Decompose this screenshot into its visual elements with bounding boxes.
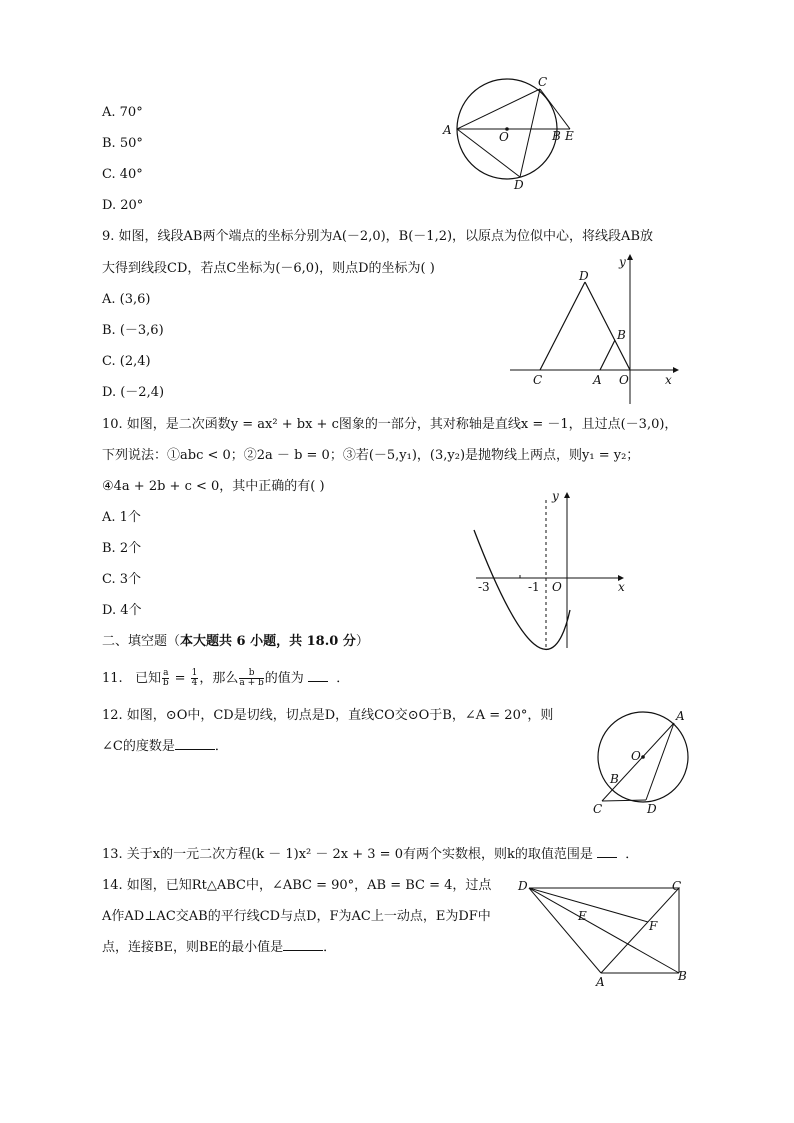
- q12-tangent-cd: [602, 800, 646, 801]
- q8-option-d: D. 20°: [102, 198, 144, 213]
- q8-label-d: D: [514, 178, 524, 192]
- q8-label-b: B: [552, 129, 561, 143]
- q10-figure: [468, 488, 633, 653]
- q12-figure: [590, 705, 700, 820]
- q8-label-e: E: [565, 129, 574, 143]
- q11-line: 11. 已知 $\frac{a}{b}$ = $\frac{1}{4}$ ，那么 $\frac{b}{a + b}$ 的值为 ．: [102, 668, 350, 688]
- q14-label-b: B: [678, 969, 687, 983]
- q8-option-b: B. 50°: [102, 136, 143, 151]
- q12-label-b: B: [610, 772, 619, 786]
- q8-line-cd: [520, 89, 540, 177]
- q11-answer-blank[interactable]: [308, 681, 328, 682]
- q13-line: 13. 关于x的一元二次方程(k － 1)x² － 2x + 3 = 0有两个实数根，则k的取值范围是 ．: [102, 847, 639, 862]
- q9-segment-ab: [600, 340, 615, 370]
- q14-figure: [512, 876, 697, 991]
- q8-option-c: C. 40°: [102, 167, 143, 182]
- q10-label-neg1: -1: [528, 580, 540, 594]
- q10-option-d: D. 4个: [102, 603, 142, 618]
- q8-label-a: A: [443, 123, 452, 137]
- q8-label-o: O: [499, 130, 509, 144]
- q10-label-y: y: [552, 489, 559, 503]
- q10-label-x: x: [618, 580, 625, 594]
- q11-fraction-a-over-b: $\frac{a}{b}$: [162, 668, 169, 688]
- q10-option-b: B. 2个: [102, 541, 142, 556]
- q9-label-a: A: [593, 373, 602, 387]
- q8-line-ad: [457, 129, 520, 177]
- q14-line3: 点，连接BE，则BE的最小值是 ．: [102, 940, 337, 955]
- q9-label-x: x: [665, 373, 672, 387]
- q14-answer-blank[interactable]: [283, 950, 323, 951]
- q9-line1: 9. 如图，线段AB两个端点的坐标分别为A(－2,0)，B(－1,2)，以原点为位似中心，将线段AB放: [102, 229, 653, 244]
- q9-label-c: C: [533, 373, 543, 387]
- q8-line-ac: [457, 89, 540, 129]
- q9-label-d: D: [579, 269, 589, 283]
- q9-label-o: O: [619, 373, 629, 387]
- q8-figure: [435, 74, 585, 194]
- q13-answer-blank[interactable]: [597, 857, 617, 858]
- q12-label-c: C: [593, 802, 603, 816]
- q8-option-a: A. 70°: [102, 105, 143, 120]
- q9-option-d: D. (－2,4): [102, 385, 165, 400]
- q14-line2: A作AD⊥AC交AB的平行线CD与点D，F为AC上一动点，E为DF中: [102, 909, 491, 924]
- q9-segment-do: [585, 282, 630, 370]
- q11-fraction-one-quarter: $\frac{1}{4}$: [191, 668, 198, 688]
- q9-label-b: B: [617, 328, 626, 342]
- q9-figure: [505, 252, 685, 407]
- q12-label-d: D: [647, 802, 657, 816]
- q14-label-a: A: [596, 975, 605, 989]
- q9-line2: 大得到线段CD，若点C坐标为(－6,0)，则点D的坐标为( ): [102, 261, 435, 276]
- q8-line-ce: [540, 89, 570, 129]
- q9-label-y: y: [619, 255, 626, 269]
- q14-label-e: E: [578, 909, 587, 923]
- q10-line1: 10. 如图，是二次函数y = ax² + bx + c图象的一部分，其对称轴是直线x = －1，且过点(－3,0)，: [102, 417, 678, 432]
- q8-label-c: C: [538, 75, 548, 89]
- q9-option-c: C. (2,4): [102, 354, 151, 369]
- q14-segment-ac: [601, 888, 679, 973]
- q10-option-a: A. 1个: [102, 510, 141, 525]
- q12-label-a: A: [676, 709, 685, 723]
- q12-answer-blank[interactable]: [175, 749, 215, 750]
- q14-segment-da: [529, 888, 601, 973]
- q11-fraction-b-over-apb: $\frac{b}{a + b}$: [239, 668, 264, 688]
- q10-option-c: C. 3个: [102, 572, 142, 587]
- q9-option-b: B. (－3,6): [102, 323, 164, 338]
- q14-label-f: F: [649, 919, 658, 933]
- section-2-heading: 二、填空题（本大题共 6 小题，共 18.0 分）: [102, 634, 369, 649]
- q10-line3: ④4a + 2b + c < 0，其中正确的有( ): [102, 479, 325, 494]
- q12-label-o: O: [631, 749, 641, 763]
- q10-line2: 下列说法：①abc < 0；②2a － b = 0；③若(－5,y₁)，(3,y₂)是抛物线上两点，则y₁ = y₂；: [102, 448, 640, 463]
- q12-line1: 12. 如图，⊙O中，CD是切线，切点是D，直线CO交⊙O于B，∠A = 20°，则: [102, 708, 554, 723]
- q10-label-neg3: -3: [478, 580, 490, 594]
- q14-segment-df: [529, 888, 648, 922]
- q14-label-d: D: [518, 879, 528, 893]
- q9-option-a: A. (3,6): [102, 292, 151, 307]
- q12-line2: ∠C的度数是 ．: [102, 739, 228, 754]
- q9-segment-cd: [540, 282, 585, 370]
- q14-label-c: C: [672, 879, 682, 893]
- q12-center-dot: [641, 755, 645, 759]
- q14-line1: 14. 如图，已知Rt△ABC中，∠ABC = 90°，AB = BC = 4，过点: [102, 878, 492, 893]
- q12-line-ad: [646, 723, 674, 800]
- q10-label-o: O: [552, 580, 562, 594]
